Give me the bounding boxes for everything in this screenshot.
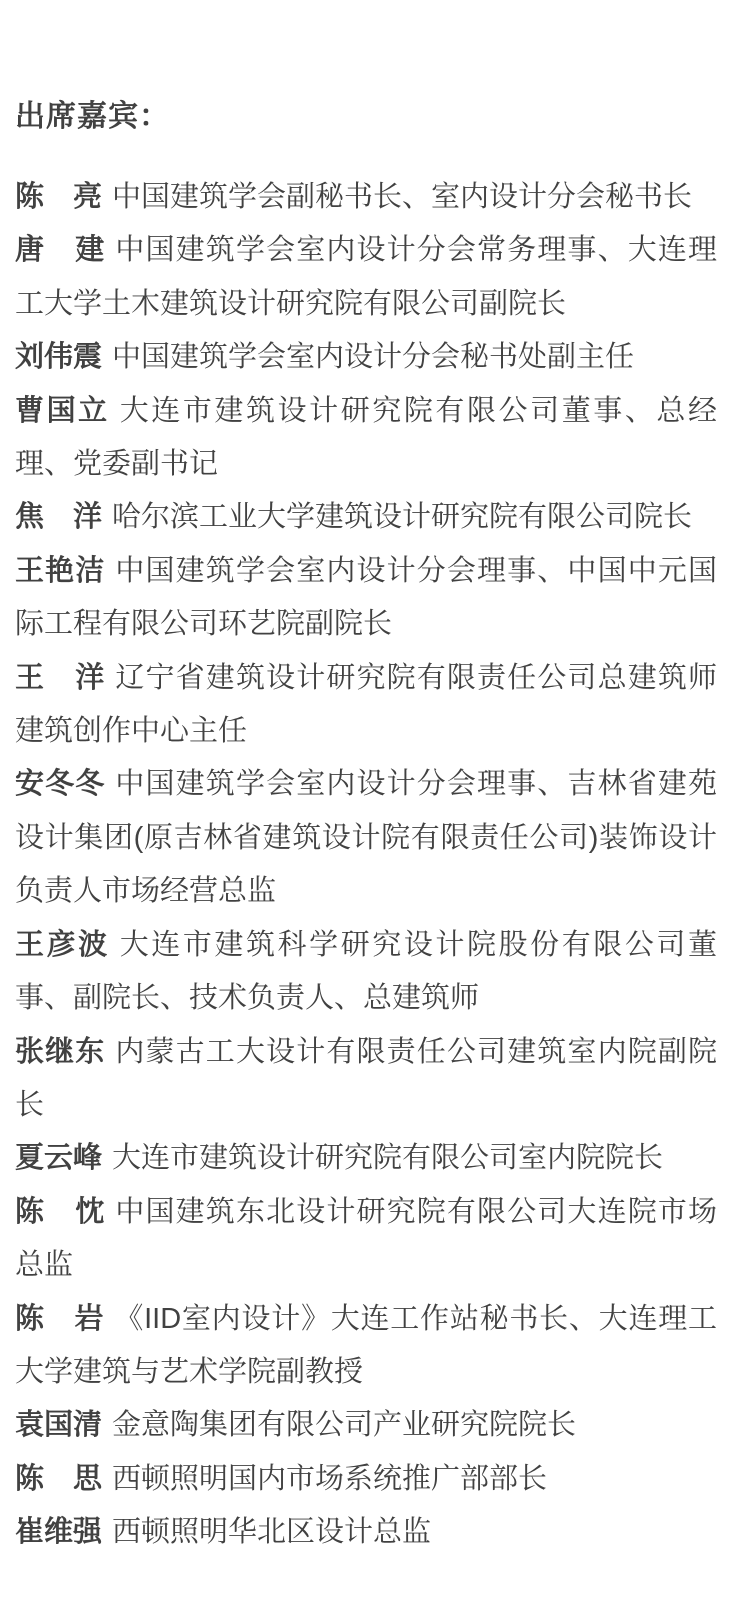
guest-entry: [15, 385, 717, 492]
guest-title: 金意陶集团有限公司产业研究院院长: [112, 1409, 577, 1442]
guest-entry: [15, 1399, 717, 1452]
guest-entry: [15, 331, 717, 384]
guest-name: 张继东: [15, 1035, 106, 1068]
guest-entry: [15, 1132, 717, 1185]
guest-list-heading: 出席嘉宾：: [15, 100, 170, 133]
guest-title: 内蒙古工大设计有限责任公司建筑室内院副院长: [15, 1035, 717, 1121]
guest-name: 安冬冬: [15, 768, 106, 801]
guest-entry: [15, 1186, 717, 1293]
guest-entry: [15, 919, 717, 1026]
guest-entry: [15, 171, 717, 224]
guest-title: 西顿照明华北区设计总监: [112, 1516, 432, 1549]
guest-list: [15, 171, 717, 1560]
guest-name: 王艳洁: [15, 554, 106, 587]
guest-title: 大连市建筑科学研究设计院股份有限公司董事、副院长、技术负责人、总建筑师: [15, 928, 717, 1015]
guest-name: 崔维强: [15, 1516, 103, 1549]
guest-title: 大连市建筑设计研究院有限公司董事、总经理、党委副书记: [15, 394, 717, 481]
guest-title: 中国建筑学会副秘书长、室内设计分会秘书长: [112, 181, 693, 213]
guest-name: 陈 岩: [15, 1302, 105, 1335]
guest-name: 陈 思: [15, 1462, 103, 1495]
guest-name: 袁国清: [15, 1409, 103, 1442]
guest-entry: [15, 224, 717, 331]
guest-title: 《IID室内设计》大连工作站秘书长、大连理工大学建筑与艺术学院副教授: [15, 1302, 717, 1388]
guest-name: 夏云峰: [15, 1142, 103, 1175]
guest-title: 中国建筑学会室内设计分会常务理事、大连理工大学土木建筑设计研究院有限公司副院长: [15, 234, 717, 320]
guest-title: 中国建筑学会室内设计分会理事、吉林省建苑设计集团(原吉林省建筑设计院有限责任公司)装饰设计负责人市场经营总监: [15, 768, 717, 908]
guest-name: 焦 洋: [15, 501, 103, 534]
guest-name: 刘伟震: [15, 341, 103, 374]
guest-name: 王彦波: [15, 928, 110, 961]
guest-entry: [15, 545, 717, 652]
guest-entry: [15, 1506, 717, 1559]
guest-name: 唐 建: [15, 234, 106, 267]
guest-title: 西顿照明国内市场系统推广部部长: [112, 1462, 548, 1495]
guest-title: 辽宁省建筑设计研究院有限责任公司总建筑师建筑创作中心主任: [15, 661, 717, 748]
guest-name: 陈 忱: [15, 1195, 106, 1228]
guest-entry: [15, 1453, 717, 1506]
guest-entry: [15, 1026, 717, 1133]
guest-entry: [15, 652, 717, 759]
guest-title: 中国建筑学会室内设计分会秘书处副主任: [112, 341, 635, 374]
guest-title: 中国建筑学会室内设计分会理事、中国中元国际工程有限公司环艺院副院长: [15, 554, 717, 641]
guest-name: 陈 亮: [15, 181, 103, 213]
guest-name: 曹国立: [15, 394, 110, 427]
guest-entry: [15, 1293, 717, 1400]
guest-title: 哈尔滨工业大学建筑设计研究院有限公司院长: [112, 501, 693, 534]
guest-title: 大连市建筑设计研究院有限公司室内院院长: [112, 1142, 664, 1175]
guest-title: 中国建筑东北设计研究院有限公司大连院市场总监: [15, 1195, 717, 1282]
guest-entry: [15, 758, 717, 918]
guest-entry: [15, 491, 717, 544]
guest-name: 王 洋: [15, 661, 106, 694]
